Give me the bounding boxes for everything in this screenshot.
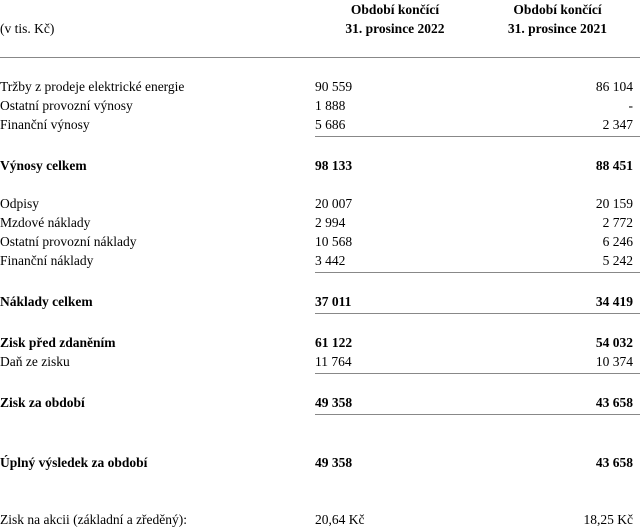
spacer-row <box>0 314 640 334</box>
header-rule <box>0 38 640 58</box>
row-label-wages: Mzdové náklady <box>0 215 91 230</box>
spacer-row <box>0 472 640 491</box>
row-value-revenue-other-2021: - <box>628 98 633 113</box>
row-value-wages-2021: 2 772 <box>602 215 633 230</box>
row-label-profit-for-period: Zisk za období <box>0 395 85 410</box>
units-label: (v tis. Kč) <box>0 21 55 36</box>
table-row <box>0 115 640 134</box>
table-header-row-1 <box>0 0 640 19</box>
table-row <box>0 194 640 213</box>
table-header-row-2 <box>0 19 640 38</box>
row-value-other-operating-costs-2022: 10 568 <box>315 234 353 249</box>
row-value-revenue-sales-2021: 86 104 <box>595 79 633 94</box>
row-value-revenue-financial-2021: 2 347 <box>602 117 633 132</box>
table-row <box>0 77 640 96</box>
row-value-comprehensive-income-2021: 43 658 <box>595 455 633 470</box>
row-value-revenue-total-2022: 98 133 <box>315 158 353 173</box>
row-value-depreciation-2022: 20 007 <box>315 196 353 211</box>
row-value-costs-total-2022: 37 011 <box>315 294 352 309</box>
table-row <box>0 352 640 371</box>
row-value-revenue-total-2021: 88 451 <box>595 158 633 173</box>
column-header-2022-line1: Období končící <box>350 2 440 17</box>
row-label-depreciation: Odpisy <box>0 196 40 211</box>
row-value-comprehensive-income-2022: 49 358 <box>315 455 353 470</box>
table-row-profit-before-tax <box>0 333 640 352</box>
row-value-other-operating-costs-2021: 6 246 <box>602 234 633 249</box>
spacer-row <box>0 175 640 194</box>
column-header-2021-line1: Období končící <box>513 2 602 17</box>
spacer-row <box>0 491 640 510</box>
header-rule-segment <box>0 38 315 58</box>
spacer-row <box>0 137 640 157</box>
row-value-eps-2021: 18,25 Kč <box>583 512 633 527</box>
row-value-costs-total-2021: 34 419 <box>595 294 633 309</box>
row-value-financial-costs-2022: 3 442 <box>315 253 346 268</box>
row-label-comprehensive-income: Úplný výsledek za období <box>0 455 148 470</box>
spacer-row <box>0 434 640 453</box>
row-value-revenue-financial-2022: 5 686 <box>315 117 346 132</box>
row-value-income-tax-2021: 10 374 <box>595 354 633 369</box>
table-row-eps <box>0 510 640 529</box>
table-row-total-costs <box>0 292 640 311</box>
row-label-costs-total: Náklady celkem <box>0 294 93 309</box>
row-label-financial-costs: Finanční náklady <box>0 253 94 268</box>
row-label-revenue-other: Ostatní provozní výnosy <box>0 98 133 113</box>
row-label-other-operating-costs: Ostatní provozní náklady <box>0 234 137 249</box>
row-value-profit-for-period-2021: 43 658 <box>595 395 633 410</box>
spacer-row <box>0 415 640 435</box>
row-value-wages-2022: 2 994 <box>315 215 346 230</box>
spacer-row <box>0 58 640 78</box>
table-row-profit-for-period <box>0 393 640 412</box>
row-label-income-tax: Daň ze zisku <box>0 354 70 369</box>
row-value-revenue-sales-2022: 90 559 <box>315 79 353 94</box>
column-header-2021-line2: 31. prosince 2021 <box>507 21 608 36</box>
table-row <box>0 251 640 270</box>
table-row-total-revenues <box>0 156 640 175</box>
spacer-row <box>0 273 640 293</box>
row-value-profit-before-tax-2022: 61 122 <box>315 335 353 350</box>
header-rule-segment <box>315 38 475 58</box>
row-value-financial-costs-2021: 5 242 <box>602 253 633 268</box>
row-label-profit-before-tax: Zisk před zdaněním <box>0 335 116 350</box>
table-row <box>0 213 640 232</box>
row-value-depreciation-2021: 20 159 <box>595 196 633 211</box>
row-label-revenue-sales: Tržby z prodeje elektrické energie <box>0 79 185 94</box>
column-header-2022-line2: 31. prosince 2022 <box>345 21 445 36</box>
header-blank-cell <box>0 0 315 19</box>
table-row <box>0 232 640 251</box>
row-value-profit-before-tax-2021: 54 032 <box>595 335 633 350</box>
row-value-revenue-other-2022: 1 888 <box>315 98 346 113</box>
table-row-comprehensive-income <box>0 453 640 472</box>
row-value-profit-for-period-2022: 49 358 <box>315 395 353 410</box>
spacer-row <box>0 374 640 394</box>
row-label-eps: Zisk na akcii (základní a zředěný): <box>0 512 188 527</box>
header-rule-segment <box>475 38 640 58</box>
row-value-income-tax-2022: 11 764 <box>315 354 352 369</box>
row-label-revenue-total: Výnosy celkem <box>0 158 87 173</box>
row-value-eps-2022: 20,64 Kč <box>315 512 365 527</box>
row-label-revenue-financial: Finanční výnosy <box>0 117 90 132</box>
table-row <box>0 96 640 115</box>
